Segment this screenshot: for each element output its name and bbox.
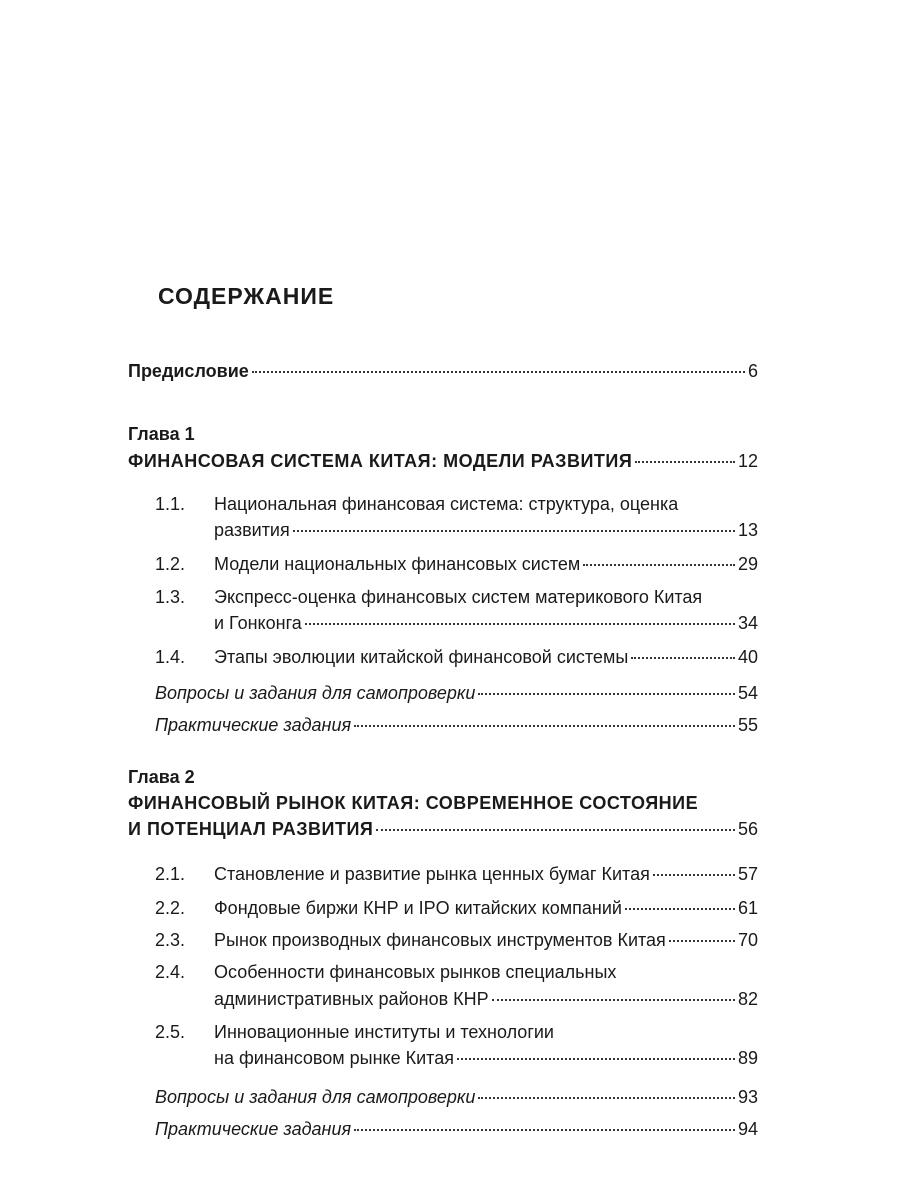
toc-entry-practice-1[interactable] (155, 714, 758, 736)
dot-leader (635, 461, 735, 463)
toc-entry-practice-2[interactable] (155, 1118, 758, 1140)
section-number: 1.2. (155, 554, 186, 574)
section-title-line[interactable]: Особенности финансовых рынков специальных (214, 962, 617, 982)
toc-page-number: 61 (737, 898, 758, 918)
toc-page-number: 57 (737, 864, 758, 884)
dot-leader (631, 657, 735, 659)
toc-page-number: 56 (737, 819, 758, 839)
section-number: 2.2. (155, 898, 186, 918)
toc-page-number: 93 (737, 1087, 758, 1107)
dot-leader (293, 530, 735, 532)
toc-entry-1-2[interactable] (214, 553, 758, 575)
toc-entry-2-3[interactable] (214, 929, 758, 951)
section-title: Рынок производных финансовых инструментов Китая (214, 930, 666, 950)
section-title-line[interactable]: Инновационные институты и технологии (214, 1022, 554, 1042)
dot-leader (354, 725, 735, 727)
section-title-line: административных районов КНР (214, 989, 489, 1009)
section-title: Практические задания (155, 1119, 352, 1139)
section-title-line: и Гонконга (214, 613, 302, 633)
dot-leader (376, 829, 735, 831)
chapter-title-line[interactable]: ФИНАНСОВЫЙ РЫНОК КИТАЯ: СОВРЕМЕННОЕ СОСТОЯНИЕ (128, 793, 699, 813)
toc-page-number: 29 (737, 554, 758, 574)
chapter-title-line: И ПОТЕНЦИАЛ РАЗВИТИЯ (128, 819, 374, 839)
section-title: Практические задания (155, 715, 352, 735)
toc-page-number: 94 (737, 1119, 758, 1139)
toc-entry-2-4[interactable] (214, 988, 758, 1010)
toc-entry-label: Предисловие (128, 361, 249, 381)
page-title: СОДЕРЖАНИЕ (158, 283, 335, 309)
dot-leader (625, 908, 735, 910)
dot-leader (354, 1129, 735, 1131)
section-number: 1.3. (155, 587, 186, 607)
section-number: 2.1. (155, 864, 186, 884)
toc-page-number: 40 (737, 647, 758, 667)
section-title: Фондовые биржи КНР и IPO китайских компаний (214, 898, 622, 918)
section-title: Вопросы и задания для самопроверки (155, 1087, 476, 1107)
section-number: 2.3. (155, 930, 186, 950)
dot-leader (478, 693, 735, 695)
dot-leader (478, 1097, 735, 1099)
toc-entry-1-3[interactable] (214, 612, 758, 634)
toc-entry-1-1[interactable] (214, 519, 758, 541)
dot-leader (669, 940, 735, 942)
dot-leader (252, 371, 745, 373)
dot-leader (305, 623, 735, 625)
section-title: Вопросы и задания для самопроверки (155, 683, 476, 703)
dot-leader (653, 874, 735, 876)
section-title: Модели национальных финансовых систем (214, 554, 581, 574)
toc-page-number: 70 (737, 930, 758, 950)
toc-entry-chapter-2[interactable] (128, 818, 758, 840)
toc-page-number: 12 (737, 451, 758, 471)
toc-page-number: 54 (737, 683, 758, 703)
toc-page-number: 89 (737, 1048, 758, 1068)
section-title: Этапы эволюции китайской финансовой системы (214, 647, 629, 667)
dot-leader (583, 564, 735, 566)
toc-entry-preface[interactable] (128, 360, 758, 382)
toc-entry-2-1[interactable] (214, 863, 758, 885)
section-number: 1.4. (155, 647, 186, 667)
dot-leader (457, 1058, 735, 1060)
toc-entry-chapter-1[interactable] (128, 450, 758, 472)
toc-page-number: 82 (737, 989, 758, 1009)
section-number: 2.4. (155, 962, 186, 982)
toc-entry-2-5[interactable] (214, 1047, 758, 1069)
toc-page-number: 34 (737, 613, 758, 633)
toc-entry-2-2[interactable] (214, 897, 758, 919)
toc-entry-questions-1[interactable] (155, 682, 758, 704)
toc-page-number: 55 (737, 715, 758, 735)
section-title-line: развития (214, 520, 290, 540)
section-title-line[interactable]: Экспресс-оценка финансовых систем материкового Китая (214, 587, 703, 607)
toc-page-number: 13 (737, 520, 758, 540)
section-title: Становление и развитие рынка ценных бумаг Китая (214, 864, 650, 884)
toc-entry-questions-2[interactable] (155, 1086, 758, 1108)
section-title-line[interactable]: Национальная финансовая система: структура, оценка (214, 494, 679, 514)
chapter-title: ФИНАНСОВАЯ СИСТЕМА КИТАЯ: МОДЕЛИ РАЗВИТИЯ (128, 451, 633, 471)
chapter-heading: Глава 1 (128, 424, 195, 444)
toc-entry-1-4[interactable] (214, 646, 758, 668)
section-number: 2.5. (155, 1022, 186, 1042)
section-title-line: на финансовом рынке Китая (214, 1048, 454, 1068)
section-number: 1.1. (155, 494, 186, 514)
dot-leader (492, 999, 735, 1001)
chapter-heading: Глава 2 (128, 767, 195, 787)
toc-page-number: 6 (747, 361, 758, 381)
